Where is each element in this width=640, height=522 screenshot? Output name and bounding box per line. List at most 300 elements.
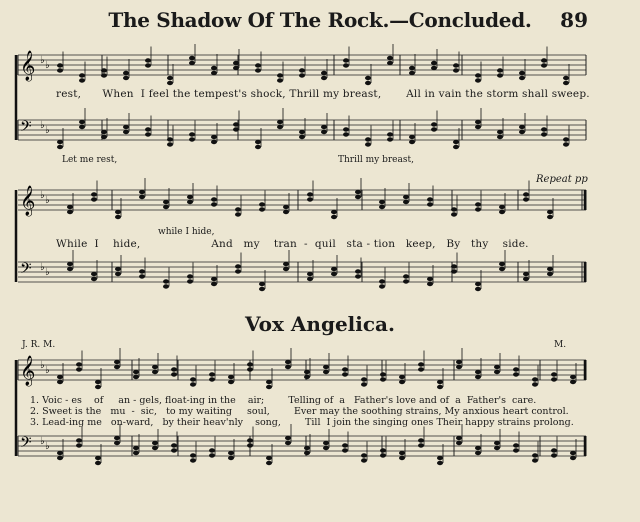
note-head [475,370,481,374]
note-head [547,210,553,214]
note-head [323,365,329,369]
note-head [211,197,217,201]
flat-icon: ♭ [45,60,50,71]
note-head [497,130,503,134]
note-head [519,71,525,75]
note-head [259,287,265,291]
note-head [91,277,97,281]
note-head [475,202,481,206]
note-head [91,192,97,196]
note-head [361,382,367,386]
note-head [133,370,139,374]
note-head [115,215,121,219]
note-head [409,71,415,75]
note-head [171,367,177,371]
note-head [331,267,337,271]
note-head [235,212,241,216]
note-head [187,279,193,283]
note-head [497,73,503,77]
note-head [409,66,415,70]
note-head [321,76,327,80]
note-head [456,360,462,364]
note-head [532,382,538,386]
note-head [91,272,97,276]
note-head [403,279,409,283]
note-head [379,284,385,288]
note-head [307,272,313,276]
note-head [152,446,158,450]
note-head [285,436,291,440]
note-head [418,438,424,442]
note-head [475,282,481,286]
note-head [551,377,557,381]
bass-lyric-thrill: Thrill my breast, [338,155,414,165]
flat-icon: ♭ [40,190,45,201]
note-head [133,446,139,450]
note-head [323,446,329,450]
note-head [403,200,409,204]
note-head [152,441,158,445]
note-head [91,197,97,201]
note-head [211,66,217,70]
note-head [304,375,310,379]
note-head [519,130,525,134]
note-head [331,210,337,214]
note-head [209,453,215,457]
note-head [163,205,169,209]
note-head [475,120,481,124]
note-head [456,441,462,445]
note-head [307,277,313,281]
note-head [115,210,121,214]
note-head [95,456,101,460]
note-head [321,71,327,75]
note-head [453,145,459,149]
note-head [307,192,313,196]
note-head [285,360,291,364]
note-head [399,451,405,455]
note-head [403,274,409,278]
note-head [211,135,217,139]
note-head [453,140,459,144]
note-head [475,375,481,379]
note-head [163,200,169,204]
note-head [437,456,443,460]
note-head [247,443,253,447]
note-head [541,58,547,62]
lyrics-line-2: While I hide, And my tran - quil sta - tion keep, By thy side. [56,238,529,250]
note-head [437,380,443,384]
composer-left: J. R. M. [22,340,56,350]
note-head [57,451,63,455]
note-head [57,68,63,72]
note-head [342,443,348,447]
note-head [387,137,393,141]
note-head [114,365,120,369]
note-head [101,73,107,77]
note-head [497,135,503,139]
note-head [233,61,239,65]
note-head [67,210,73,214]
note-head [190,458,196,462]
note-head [541,63,547,67]
lyrics-line-1: rest, When I feel the tempest's shock, Thrill my breast, All in vain the storm shall sweep. [56,88,590,100]
note-head [235,207,241,211]
note-head [133,375,139,379]
note-head [451,264,457,268]
note-head [133,451,139,455]
note-head [209,372,215,376]
note-head [342,367,348,371]
note-head [277,73,283,77]
note-head [255,68,261,72]
note-head [228,380,234,384]
note-head [187,200,193,204]
note-head [259,207,265,211]
note-head [101,68,107,72]
note-head [259,282,265,286]
note-head [167,81,173,85]
note-head [523,272,529,276]
note-head [299,130,305,134]
note-head [563,142,569,146]
note-head [67,267,73,271]
note-head [163,284,169,288]
note-head [563,137,569,141]
note-head [387,132,393,136]
note-head [152,365,158,369]
note-head [379,205,385,209]
note-head [451,212,457,216]
note-head [57,145,63,149]
note-head [304,451,310,455]
note-head [209,448,215,452]
note-head [551,448,557,452]
note-head [101,130,107,134]
note-head [494,370,500,374]
note-head [475,451,481,455]
note-head [342,448,348,452]
note-head [307,197,313,201]
note-head [499,262,505,266]
flat-icon: ♭ [40,436,45,447]
note-head [513,443,519,447]
note-head [277,78,283,82]
note-head [427,197,433,201]
flat-icon: ♭ [40,120,45,131]
note-head [283,262,289,266]
note-head [431,127,437,131]
note-head [76,367,82,371]
note-head [283,205,289,209]
note-head [342,372,348,376]
note-head [189,132,195,136]
note-head [101,135,107,139]
note-head [361,453,367,457]
note-head [139,274,145,278]
note-head [365,81,371,85]
note-head [235,269,241,273]
note-head [266,461,272,465]
note-head [399,375,405,379]
note-head [228,375,234,379]
note-head [437,385,443,389]
note-head [233,127,239,131]
page-title: The Shadow Of The Rock.—Concluded. [108,8,532,32]
note-head [361,377,367,381]
note-head [331,215,337,219]
note-head [255,140,261,144]
note-head [541,132,547,136]
note-head [519,76,525,80]
note-head [418,367,424,371]
note-head [343,127,349,131]
flat-icon: ♭ [45,125,50,136]
note-head [190,382,196,386]
note-head [95,461,101,465]
note-head [494,441,500,445]
bass-clef-icon: 𝄢 [20,118,32,139]
note-head [299,68,305,72]
note-head [380,453,386,457]
note-head [285,441,291,445]
note-head [247,367,253,371]
note-head [57,380,63,384]
note-head [523,277,529,281]
note-head [570,380,576,384]
note-head [114,360,120,364]
note-head [277,125,283,129]
note-head [79,73,85,77]
treble-clef-icon: 𝄞 [20,51,36,81]
note-head [211,282,217,286]
note-head [211,277,217,281]
note-head [321,130,327,134]
flat-icon: ♭ [40,55,45,66]
note-head [76,438,82,442]
note-head [163,279,169,283]
note-head [189,61,195,65]
note-head [95,385,101,389]
note-head [79,120,85,124]
note-head [171,448,177,452]
note-head [79,125,85,129]
note-head [563,81,569,85]
note-head [323,441,329,445]
note-head [123,71,129,75]
note-head [427,277,433,281]
note-head [171,372,177,376]
note-head [67,205,73,209]
note-head [399,456,405,460]
note-head [475,78,481,82]
note-head [76,443,82,447]
note-head [95,380,101,384]
note-head [387,61,393,65]
verse-2: 2. Sweet is the mu - sic, to my waiting soul, Ever may the soothing strains, My anxious heart control. [30,406,569,417]
note-head [167,76,173,80]
note-head [304,446,310,450]
note-head [255,63,261,67]
note-head [475,125,481,129]
note-head [331,272,337,276]
note-head [323,370,329,374]
note-head [187,274,193,278]
note-head [190,377,196,381]
note-head [259,202,265,206]
note-head [475,446,481,450]
note-head [365,137,371,141]
flat-icon: ♭ [45,441,50,452]
verse-3: 3. Lead-ing me on-ward, by their heav'nly song, Till I join the singing ones Their happy strains prolong. [30,417,574,428]
flat-icon: ♭ [40,360,45,371]
note-head [145,127,151,131]
note-head [497,68,503,72]
note-head [343,63,349,67]
bass-lyric-let-me-rest: Let me rest, [62,155,118,165]
repeat-mark: Repeat pp [536,174,588,185]
note-head [399,380,405,384]
bass-clef-icon: 𝄢 [20,260,32,281]
hymn-title: Vox Angelica. [245,312,395,336]
note-head [551,372,557,376]
note-head [494,446,500,450]
note-head [570,375,576,379]
verse-1: 1. Voic - es of an - gels, float-ing in the air; Telling of a Father's love and of a Father's care. [30,395,537,406]
note-head [409,140,415,144]
note-head [266,385,272,389]
note-head [304,370,310,374]
note-head [76,362,82,366]
note-head [409,135,415,139]
note-head [570,451,576,455]
note-head [437,461,443,465]
treble-clef-icon: 𝄞 [20,186,36,216]
note-head [321,125,327,129]
note-head [451,207,457,211]
note-head [247,362,253,366]
note-head [380,372,386,376]
note-head [167,142,173,146]
note-head [115,267,121,271]
note-head [431,66,437,70]
note-head [115,272,121,276]
note-head [431,122,437,126]
treble-clef-icon: 𝄞 [20,356,36,386]
note-head [427,202,433,206]
note-head [456,365,462,369]
note-head [211,71,217,75]
note-head [152,370,158,374]
note-head [209,377,215,381]
note-head [513,372,519,376]
note-head [494,365,500,369]
note-head [418,362,424,366]
note-head [190,453,196,457]
flat-icon: ♭ [45,267,50,278]
note-head [139,190,145,194]
note-head [189,137,195,141]
note-head [57,375,63,379]
note-head [145,132,151,136]
note-head [355,274,361,278]
note-head [145,58,151,62]
note-head [228,456,234,460]
note-head [283,210,289,214]
note-head [451,269,457,273]
note-head [355,195,361,199]
note-head [57,456,63,460]
note-head [453,68,459,72]
note-head [266,456,272,460]
note-head [532,453,538,457]
note-head [361,458,367,462]
note-head [211,202,217,206]
note-head [139,195,145,199]
note-head [189,56,195,60]
note-head [145,63,151,67]
note-head [532,377,538,381]
note-head [114,441,120,445]
note-head [403,195,409,199]
note-head [235,264,241,268]
note-head [114,436,120,440]
note-head [228,451,234,455]
note-head [266,380,272,384]
flat-icon: ♭ [45,365,50,376]
note-head [285,365,291,369]
note-head [233,122,239,126]
note-head [431,61,437,65]
note-head [475,207,481,211]
note-head [299,73,305,77]
note-head [547,267,553,271]
note-head [380,448,386,452]
note-head [547,272,553,276]
note-head [563,76,569,80]
page-number: 89 [560,8,588,32]
bass-clef-icon: 𝄢 [20,434,32,455]
note-head [123,125,129,129]
note-head [247,438,253,442]
note-head [255,145,261,149]
note-head [57,140,63,144]
note-head [343,58,349,62]
note-head [532,458,538,462]
note-head [519,125,525,129]
note-head [418,443,424,447]
note-head [211,140,217,144]
note-head [123,130,129,134]
note-head [139,269,145,273]
note-head [570,456,576,460]
note-head [475,73,481,77]
note-head [379,279,385,283]
note-head [187,195,193,199]
lyric-while-i-hide-small: while I hide, [158,227,215,237]
note-head [427,282,433,286]
note-head [171,443,177,447]
note-head [499,205,505,209]
flat-icon: ♭ [40,262,45,273]
note-head [299,135,305,139]
note-head [453,63,459,67]
note-head [365,76,371,80]
note-head [541,127,547,131]
note-head [499,210,505,214]
note-head [456,436,462,440]
note-head [475,287,481,291]
